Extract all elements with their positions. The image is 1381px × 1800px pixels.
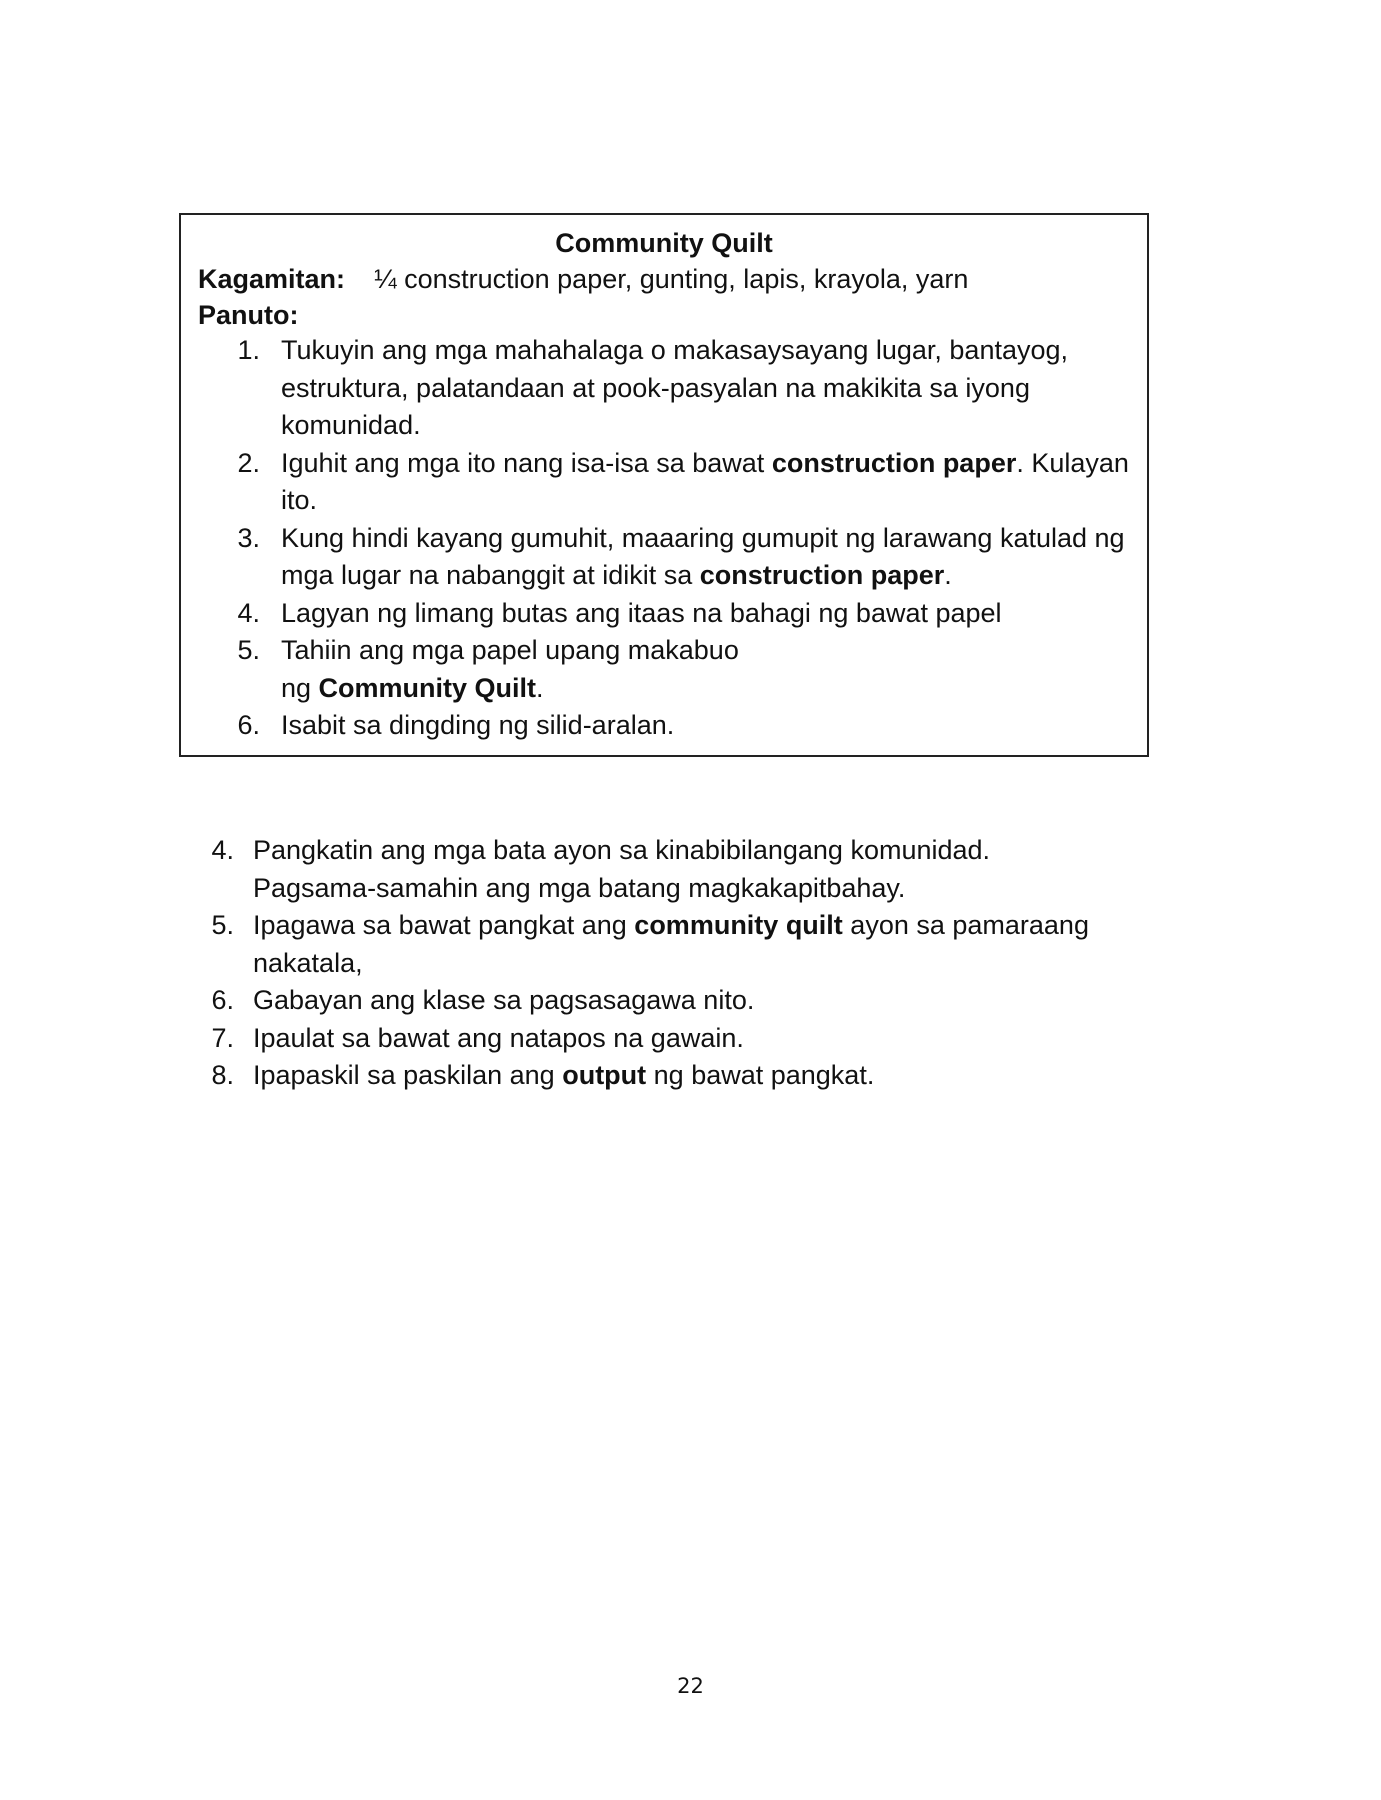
procedure-text: Ipaulat sa bawat ang natapos na gawain. [253, 1022, 744, 1053]
step-item [200, 445, 1130, 520]
step-text: Lagyan ng limang butas ang itaas na bahagi ng bawat papel [281, 597, 1002, 628]
materials-line [198, 261, 968, 297]
step-number: 2. [237, 447, 260, 478]
procedure-item [172, 907, 1152, 982]
procedure-number: 5. [211, 910, 234, 940]
activity-title: Community Quilt [555, 228, 773, 258]
procedure-item [172, 1020, 1152, 1058]
step-text: Isabit sa dingding ng silid-aralan. [281, 710, 675, 740]
procedure-text: Gabayan ang klase sa pagsasagawa nito. [253, 985, 755, 1015]
instructions-label: Panuto: [198, 300, 299, 330]
bold-term: community quilt [634, 910, 843, 940]
procedure-text: Ipagawa sa bawat pangkat ang community quilt ayon sa pamaraang nakatala, [253, 910, 1089, 978]
instruction-steps [200, 332, 1130, 745]
bold-term: construction paper [699, 560, 945, 590]
procedure-item [172, 1057, 1152, 1095]
step-number: 4. [237, 597, 260, 628]
step-text: Kung hindi kayang gumuhit, maaaring gumupit ng larawang katulad ng mga lugar na nabanggit at idikit sa construction paper. [281, 522, 1125, 590]
page-number: 22 [677, 1674, 704, 1698]
step-item [200, 707, 1130, 745]
procedure-number: 8. [211, 1060, 234, 1090]
bold-term: construction paper [771, 447, 1017, 478]
step-item [200, 632, 1130, 707]
step-number: 5. [237, 635, 260, 665]
step-text: Iguhit ang mga ito nang isa-isa sa bawat construction paper. Kulayan ito. [281, 447, 1129, 515]
step-number: 1. [237, 335, 260, 365]
bold-term: output [562, 1060, 647, 1090]
step-item [200, 595, 1130, 633]
procedure-number: 7. [211, 1022, 234, 1053]
step-item [200, 332, 1130, 445]
step-number: 6. [237, 710, 260, 740]
instructions-line [198, 297, 299, 333]
procedure-number: 4. [211, 835, 234, 865]
step-number: 3. [237, 522, 260, 553]
step-item [200, 520, 1130, 595]
step-text: Tukuyin ang mga mahahalaga o makasaysayang lugar, bantayog, estruktura, palatandaan at pook-pasyalan na makikita sa iyong komunidad. [281, 335, 1069, 440]
procedure-number: 6. [211, 985, 234, 1015]
procedure-item [172, 982, 1152, 1020]
procedure-text: Ipapaskil sa paskilan ang output ng bawat pangkat. [253, 1060, 875, 1090]
materials-text: ¼ construction paper, gunting, lapis, krayola, yarn [374, 264, 969, 294]
step-text: Tahiin ang mga papel upang makabuo ng Community Quilt. [281, 635, 739, 703]
procedure-list [172, 832, 1152, 1095]
bold-term: Community Quilt [318, 672, 537, 703]
procedure-item [172, 832, 1152, 907]
procedure-text: Pangkatin ang mga bata ayon sa kinabibilangang komunidad. Pagsama-samahin ang mga batang magkakapitbahay. [253, 835, 991, 903]
materials-label: Kagamitan: [198, 264, 346, 294]
